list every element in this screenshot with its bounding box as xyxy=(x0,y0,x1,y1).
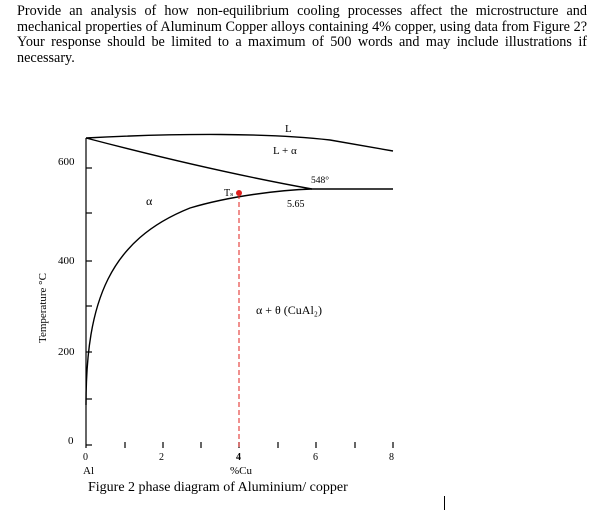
question-text: Provide an analysis of how non-equilibrium cooling processes affect the microstructure and mechanical properties of Aluminum Copper alloys containing 4% copper, using data from Figure 2? Your response should be limited to a maximum of 500 words and may include illustrations if necessary. xyxy=(17,3,587,66)
solvus-temperature-marker xyxy=(236,190,242,196)
eutectic-temperature-label: 548° xyxy=(311,176,330,186)
y-axis-label: Temperature °C xyxy=(37,273,49,343)
x-tick-label: 2 xyxy=(159,452,164,463)
x-axis-label: %Cu xyxy=(230,465,252,477)
x-tick-label: 0 xyxy=(83,452,88,463)
solvus-temperature-label: Tₛ xyxy=(224,188,234,199)
max-solubility-label: 5.65 xyxy=(287,199,305,210)
y-tick-label: 600 xyxy=(58,156,75,168)
solvus-line xyxy=(86,189,312,405)
region-liquid-alpha: L + α xyxy=(273,145,297,157)
y-tick-label: 0 xyxy=(68,435,74,447)
x-tick-label: 6 xyxy=(313,452,318,463)
region-alpha-theta: α + θ (CuAl₂) xyxy=(256,303,322,317)
x-origin-label: Al xyxy=(83,465,94,477)
y-tick-label: 200 xyxy=(58,346,75,358)
text-cursor xyxy=(444,496,445,510)
region-alpha: α xyxy=(146,194,153,208)
x-tick-label: 8 xyxy=(389,452,394,463)
y-tick-label: 400 xyxy=(58,255,75,267)
region-liquid: L xyxy=(285,123,292,135)
x-tick-label: 4 xyxy=(236,452,241,463)
liquidus-line xyxy=(86,134,393,151)
figure-caption: Figure 2 phase diagram of Aluminium/ copper xyxy=(88,480,348,495)
solidus-line xyxy=(86,138,393,189)
